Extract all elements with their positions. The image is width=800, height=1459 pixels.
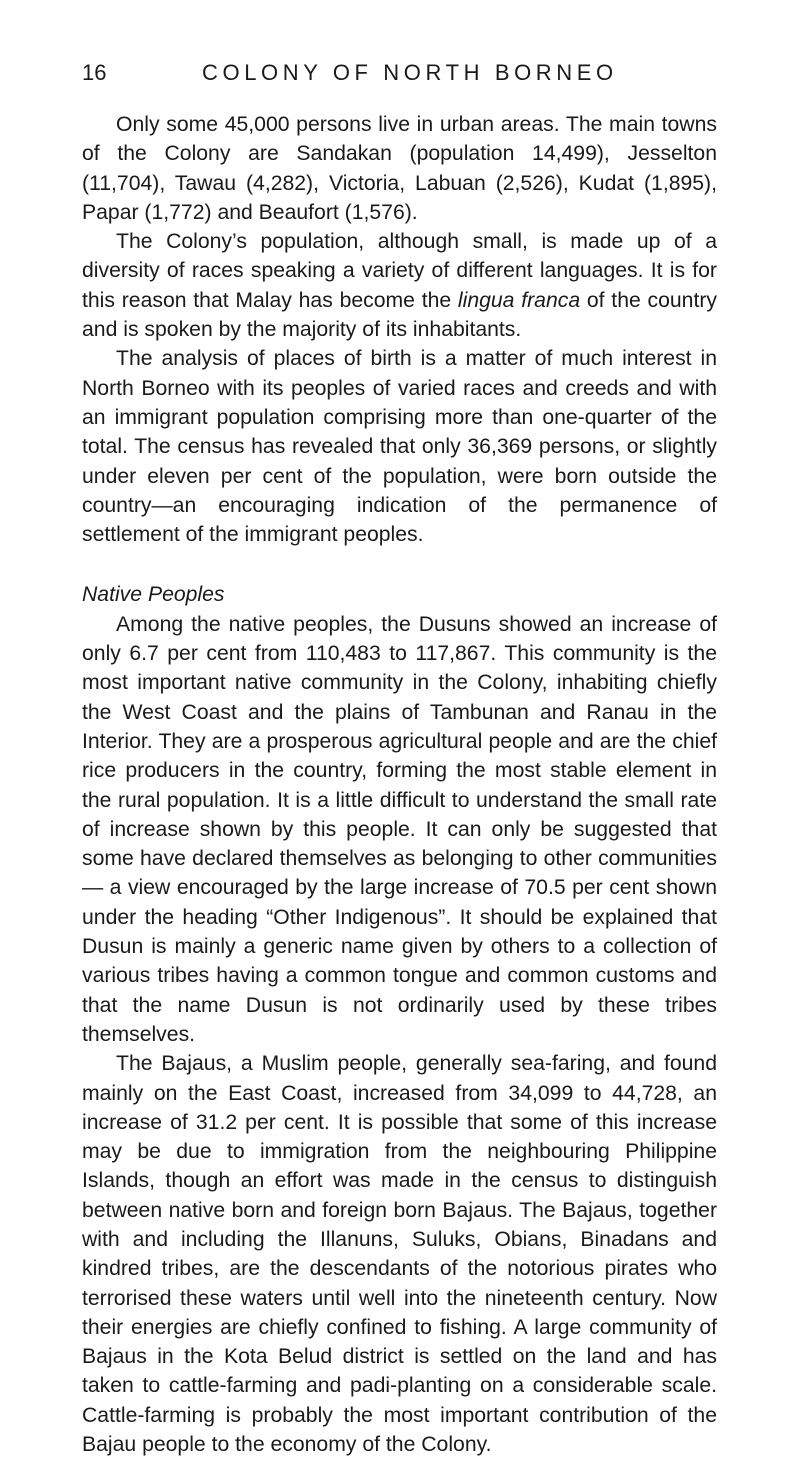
paragraph-languages-text-after: of the country and is spoken by the majority of its inhabitants. [82, 288, 718, 342]
paragraph-bajaus: The Bajaus, a Muslim people, generally sea-faring, and found mainly on the East Coast, increased from 34,099 to 44,728, an increase of 31.2 per cent. It is possible that some of this increase may be due to immigration from the neighbouring Philippine Islands, though an effort was made in the census to distinguish between native born and foreign born Bajaus. The Bajaus, together with and including the Illanuns, Suluks, Obians, Binadans and kindred tribes, are the descendants of the notorious pirates who terrorised these waters until well into the nineteenth century. Now their energies are chiefly confined to fishing. A large community of Bajaus in the Kota Belud district is settled on the land and has taken to cattle-farming and padi-planting on a considerable scale. Cattle-farming is probably the most important contribution of the Bajau people to the economy of the Colony. [82, 1052, 717, 1457]
paragraph-dusuns: Among the native peoples, the Dusuns showed an increase of only 6.7 per cent from 110,483 to 117,867. This community is the most important native community in the Colony, inhabiting chiefly the West Coast and the plains of Tambunan and Ranau in the Interior. They are a prosperous agricultural people and are the chief rice producers in the country, forming the most stable element in the rural population. It is a little difficult to understand the small rate of increase shown by this people. It can only be suggested that some have declared themselves as belonging to other communities— a view encouraged by the large increase of 70.5 per cent shown under the heading “Other Indigenous”. It should be explained that Dusun is mainly a generic name given by others to a collection of various tribes having a common tongue and common customs and that the name Dusun is not ordinarily used by these tribes themselves. [82, 612, 717, 1046]
body-text [82, 110, 717, 1459]
page-number: 16 [82, 60, 107, 85]
paragraph-urban-towns: Only some 45,000 persons live in urban areas. The main towns of the Colony are Sandakan (population 14,499), Jesselton (11,704), Tawau (4,282), Victoria, Labuan (2,526), Kudat (1,895), Papar (1,772) and Beaufort (1,576). [82, 113, 717, 224]
page-header [82, 56, 722, 90]
section-heading-native-peoples: Native Peoples [82, 583, 225, 607]
running-head: COLONY OF NORTH BORNEO [202, 60, 618, 85]
paragraph-languages [82, 227, 717, 344]
lingua-franca-emphasis: lingua franca [457, 288, 581, 312]
paragraph-places-of-birth: The analysis of places of birth is a matter of much interest in North Borneo with its peoples of varied races and creeds and with an immigrant population comprising more than one-quarter of the total. The census has revealed that only 36,369 persons, or slightly under eleven per cent of the population, were born outside the country—an encouraging indication of the permanence of settlement of the immigrant peoples. [82, 347, 717, 547]
paragraph-languages-text-before: The Colony’s population, although small, is made up of a diversity of races speaking a variety of different languages. It is for this reason that Malay has become the [82, 230, 717, 312]
